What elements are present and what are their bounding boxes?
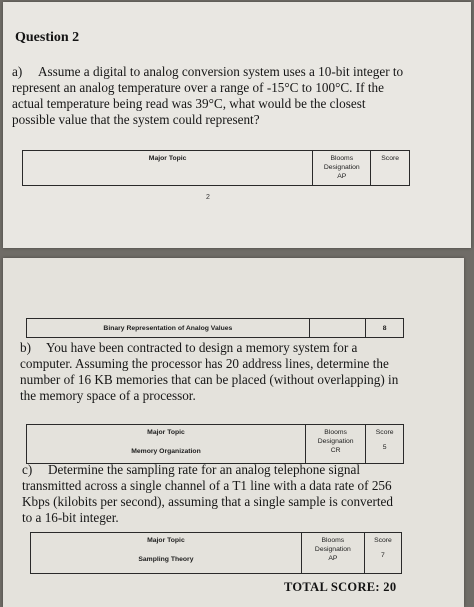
topic-header: Major Topic [147,429,185,436]
question-c-topic-table [30,532,402,574]
blooms-value: CR [330,447,341,454]
question-title: Question 2 [15,30,80,45]
score-cell [364,533,401,574]
topic-cell [31,533,302,574]
page-number: 2 [206,194,210,201]
topic-cell [23,151,313,186]
score-header: Score [374,537,392,544]
score-cell [366,425,404,464]
topic-value: Sampling Theory [138,556,194,563]
blooms-header: Blooms [321,537,345,544]
question-b-text: You have been contracted to design a memory system for a computer. Assuming the processor has 20 address lines, determine the number of 16 KB memories that can be placed (without overlapping) in the memory space of a processor. [20,340,399,403]
score-value: 5 [382,444,387,451]
blooms-value: AP [328,555,338,562]
designation-header: Designation [323,164,360,171]
binary-topic: Binary Representation of Analog Values [27,319,310,338]
topic-cell [27,425,306,464]
blooms-header: Blooms [324,429,347,436]
question-a [12,64,408,128]
question-a-label: a) [12,64,23,79]
topic-value: Memory Organization [131,448,201,455]
question-c-label: c) [22,462,33,477]
score-header: Score [381,155,400,162]
designation-header: Designation [314,546,351,553]
binary-score: 8 [366,319,404,338]
topic-header: Major Topic [147,537,185,544]
score-header: Score [375,429,394,436]
score-cell [371,151,410,186]
question-b [20,340,400,404]
binary-topic-table [26,318,404,338]
question-b-topic-table [26,424,404,464]
binary-blooms-cell [309,319,366,338]
blooms-cell [305,425,365,464]
question-c [22,462,402,526]
question-b-label: b) [20,340,31,355]
question-a-text: Assume a digital to analog conversion system uses a 10-bit integer to represent an analog temperature over a range of -15°C to 100°C. If the actual temperature being read was 39°C, what would be the closest possible value that the system could represent? [12,64,404,127]
question-a-topic-table [22,150,410,186]
blooms-cell [313,151,371,186]
blooms-cell [301,533,364,574]
total-score: TOTAL SCORE: 20 [284,580,397,594]
designation-header: Designation [317,438,354,445]
topic-header: Major Topic [148,155,187,162]
blooms-header: Blooms [330,155,354,162]
score-value: 7 [381,552,385,559]
blooms-value: AP [337,173,347,180]
question-c-text: Determine the sampling rate for an analog telephone signal transmitted across a single channel of a T1 line with a data rate of 256 Kbps (kilobits per second), assuming that a single sample is converted to a 16-bit integer. [22,462,394,525]
